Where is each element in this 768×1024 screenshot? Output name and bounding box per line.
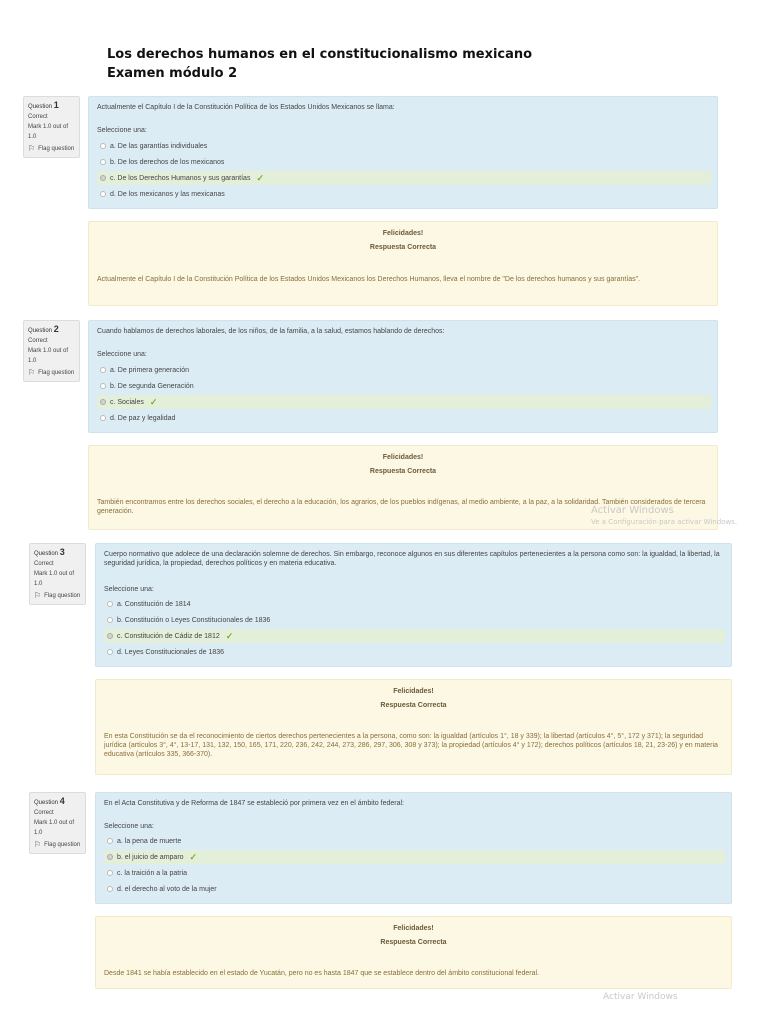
radio-button[interactable] <box>100 191 106 197</box>
question-info-panel <box>23 96 80 158</box>
question-info-panel <box>29 543 86 605</box>
question-number: Question 2 <box>28 324 59 334</box>
exam-title: Examen módulo 2 <box>107 66 238 81</box>
answer-option-d[interactable] <box>104 645 725 659</box>
answer-option-c[interactable] <box>104 629 725 643</box>
question-number: Question 3 <box>34 547 65 557</box>
feedback-subtitle: Respuesta Correcta <box>380 702 447 709</box>
question-content <box>88 96 718 209</box>
flag-icon: ⚐ <box>28 144 36 153</box>
radio-button[interactable] <box>100 415 106 421</box>
radio-button[interactable] <box>100 159 106 165</box>
question-state: Correct <box>34 561 54 567</box>
answer-option-d[interactable] <box>97 187 711 201</box>
flag-question-button[interactable] <box>34 840 81 850</box>
radio-button[interactable] <box>107 649 113 655</box>
answer-option-label: a. De primera generación <box>110 366 189 374</box>
radio-button[interactable] <box>100 143 106 149</box>
answer-option-b[interactable] <box>104 613 725 627</box>
feedback-subtitle: Respuesta Correcta <box>369 244 437 251</box>
question-text: Cuerpo normativo que adolece de una declaración solemne de derechos. Sin embargo, reconoce algunos en sus diferentes capítulos pertenecientes a la persona como son: la igualdad, la libertad, la seguridad jurídica, la propiedad, derechos políticos y en materia educativa. <box>104 551 720 567</box>
question-content <box>88 320 718 433</box>
radio-button[interactable] <box>107 838 113 844</box>
feedback-text: También encontramos entre los derechos sociales, el derecho a la educación, los agrarios, de los pueblos indígenas, al medio ambiente, a la paz, a la solidaridad. También considerados de tercera generación. <box>97 499 706 515</box>
feedback-title: Felicidades! <box>393 688 434 695</box>
question-number: Question 4 <box>34 796 65 806</box>
flag-question-label: Flag question <box>38 370 75 376</box>
radio-button[interactable] <box>107 854 113 860</box>
answer-option-label: b. Constitución o Leyes Constitucionales de 1836 <box>117 616 271 624</box>
radio-button[interactable] <box>100 399 106 405</box>
radio-button[interactable] <box>107 617 113 623</box>
select-one-prompt: Seleccione una: <box>97 351 147 358</box>
answer-option-c[interactable] <box>97 395 711 409</box>
answer-option-label: a. De las garantías individuales <box>110 142 208 150</box>
flag-icon: ⚐ <box>34 591 42 600</box>
question-text: En el Acta Constitutiva y de Reforma de 1847 se estableció por primera vez en el ámbito federal: <box>104 800 404 807</box>
flag-icon: ⚐ <box>28 368 36 377</box>
feedback-box <box>95 916 732 989</box>
flag-question-button[interactable] <box>34 591 81 601</box>
flag-question-label: Flag question <box>38 146 75 152</box>
question-state: Correct <box>28 114 48 120</box>
select-one-prompt: Seleccione una: <box>104 823 154 830</box>
answer-option-d[interactable] <box>97 411 711 425</box>
question-content <box>95 792 732 904</box>
answer-option-a[interactable] <box>97 363 711 377</box>
answer-option-label: a. la pena de muerte <box>117 837 182 845</box>
answer-option-b[interactable] <box>104 850 725 864</box>
question-content <box>95 543 732 667</box>
answer-option-label: d. De los mexicanos y las mexicanas <box>110 190 225 198</box>
flag-question-label: Flag question <box>44 842 81 848</box>
question-info-panel <box>29 792 86 854</box>
answer-option-label: c. la traición a la patria <box>117 869 188 877</box>
question-state: Correct <box>28 338 48 344</box>
answer-option-label: c. Sociales <box>110 398 144 406</box>
flag-icon: ⚐ <box>34 840 42 849</box>
answer-option-label: c. Constitución de Cádiz de 1812 <box>117 632 220 640</box>
radio-button[interactable] <box>107 633 113 639</box>
feedback-text: En esta Constitución se da el reconocimiento de ciertos derechos pertenecientes a la persona, como son: la igualdad (artículos 1°, 18 y 339); la libertad (artículos 4°, 5°, 172 y 371); la seguridad jurídica (artículos 3°, 4°, 13-17, 131, 132, 150, 165, 171, 220, 236, 242, 244, 273, 286, 297, 306, 308 y 373); la propiedad (artículos 4° y 172); derechos políticos (artículos 18, 21, 23-26) y en materia educativa (artículos 335, 366-370). <box>104 733 718 758</box>
feedback-box <box>88 221 718 306</box>
answer-option-a[interactable] <box>104 834 725 848</box>
activate-windows-watermark: Activar Windows <box>591 505 674 516</box>
answer-option-label: d. De paz y legalidad <box>110 414 176 422</box>
course-title: Los derechos humanos en el constitucionalismo mexicano <box>107 47 533 62</box>
radio-button[interactable] <box>100 367 106 373</box>
answer-option-label: b. De segunda Generación <box>110 382 194 390</box>
answer-option-b[interactable] <box>97 379 711 393</box>
feedback-subtitle: Respuesta Correcta <box>369 468 437 475</box>
check-icon: ✓ <box>149 396 158 407</box>
answer-option-a[interactable] <box>104 597 725 611</box>
feedback-box <box>95 679 732 775</box>
answer-option-label: b. De los derechos de los mexicanos <box>110 158 225 166</box>
radio-button[interactable] <box>107 870 113 876</box>
question-mark: Mark 1.0 out of 1.0 <box>28 348 69 364</box>
activate-windows-hint: Ve a Configuración para activar Windows. <box>591 518 738 526</box>
question-text: Actualmente el Capítulo I de la Constitución Política de los Estados Unidos Mexicanos se llama: <box>97 104 395 111</box>
radio-button[interactable] <box>107 886 113 892</box>
question-number: Question 1 <box>28 100 59 110</box>
answer-option-c[interactable] <box>104 866 725 880</box>
question-mark: Mark 1.0 out of 1.0 <box>28 124 69 140</box>
activate-windows-watermark: Activar Windows <box>603 992 678 1002</box>
feedback-title: Felicidades! <box>382 230 424 237</box>
answer-option-label: c. De los Derechos Humanos y sus garantías <box>110 174 251 182</box>
radio-button[interactable] <box>100 175 106 181</box>
check-icon: ✓ <box>189 851 198 862</box>
question-mark: Mark 1.0 out of 1.0 <box>34 571 75 587</box>
answer-option-a[interactable] <box>97 139 711 153</box>
answer-option-label: a. Constitución de 1814 <box>117 600 191 608</box>
feedback-text: Actualmente el Capítulo I de la Constitución Política de los Estados Unidos Mexicanos los Derechos Humanos, lleva el nombre de "De los derechos humanos y sus garantías". <box>97 276 641 283</box>
check-icon: ✓ <box>225 630 234 641</box>
check-icon: ✓ <box>256 172 264 183</box>
feedback-title: Felicidades! <box>382 454 424 461</box>
feedback-text: Desde 1841 se había establecido en el estado de Yucatán, pero no es hasta 1847 que se establece dentro del ámbito constitucional federal. <box>104 970 539 977</box>
flag-question-label: Flag question <box>44 593 81 599</box>
answer-option-label: d. Leyes Constitucionales de 1836 <box>117 648 225 656</box>
flag-question-button[interactable] <box>28 368 75 378</box>
question-mark: Mark 1.0 out of 1.0 <box>34 820 75 836</box>
flag-question-button[interactable] <box>28 144 75 154</box>
radio-button[interactable] <box>100 383 106 389</box>
question-text: Cuando hablamos de derechos laborales, de los niños, de la familia, a la salud, estamos hablando de derechos: <box>97 328 445 335</box>
answer-option-c[interactable] <box>97 171 711 185</box>
answer-option-d[interactable] <box>104 882 725 896</box>
answer-option-label: b. el juicio de amparo <box>117 853 184 861</box>
answer-option-label: d. el derecho al voto de la mujer <box>117 885 217 893</box>
document-title <box>107 45 532 83</box>
answer-option-b[interactable] <box>97 155 711 169</box>
select-one-prompt: Seleccione una: <box>104 586 154 593</box>
radio-button[interactable] <box>107 601 113 607</box>
question-info-panel <box>23 320 80 382</box>
select-one-prompt: Seleccione una: <box>97 127 147 134</box>
feedback-title: Felicidades! <box>393 925 434 932</box>
question-state: Correct <box>34 810 54 816</box>
feedback-subtitle: Respuesta Correcta <box>380 939 447 946</box>
